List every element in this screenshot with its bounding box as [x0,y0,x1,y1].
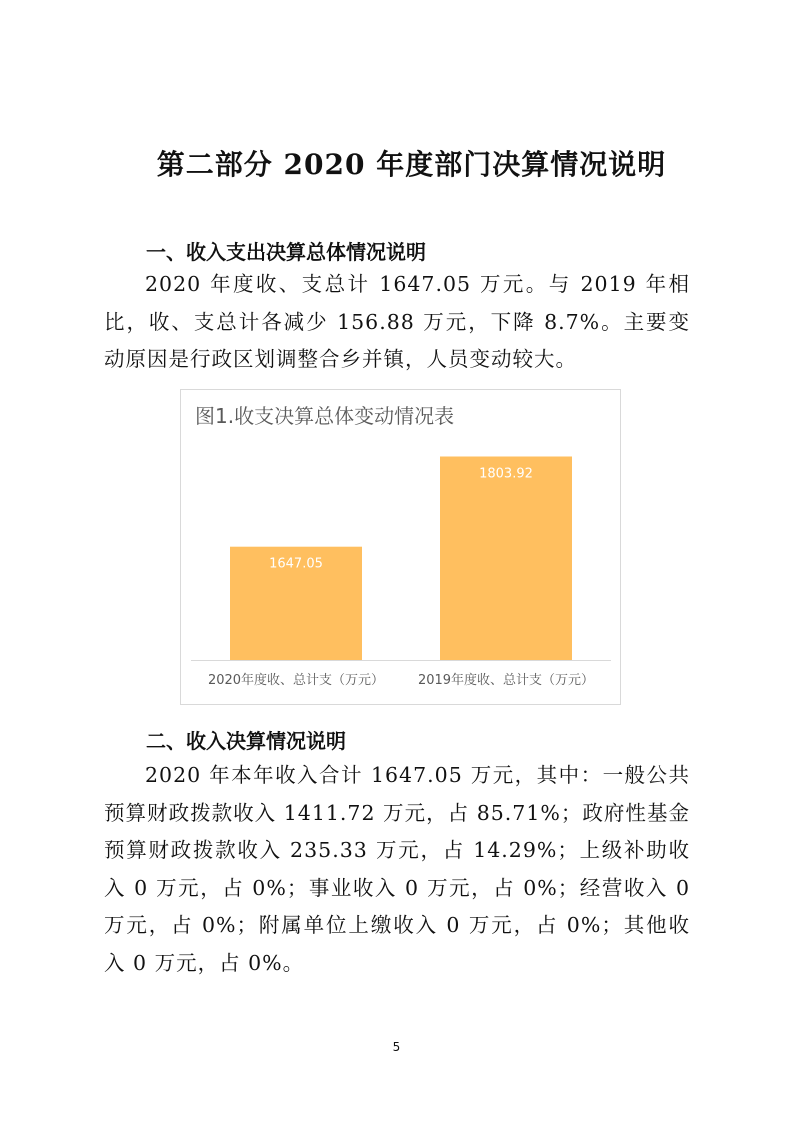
chart-title: 图1.收支决算总体变动情况表 [195,404,455,428]
data-label-2: 1803.92 [479,466,533,482]
paragraph-income-details: 2020 年本年收入合计 1647.05 万元，其中：一般公共预算财政拨款收入 1411.72 万元，占 85.71%；政府性基金预算财政拨款收入 235.33 万元，占 14.29%；上级补助收入 0 万元，占 0%；事业收入 0 万元，占 0%；经营收入 0 万元，占 0%；附属单位上缴收入 0 万元，占 0%；其他收入 0 万元，占 0%。 [104,763,690,975]
section-heading-income-expense: 一、收入支出决算总体情况说明 [146,240,426,264]
page-title: 第二部分 2020 年度部门决算情况说明 [156,148,667,181]
page-number: 5 [392,1040,401,1054]
section-heading-income: 二、收入决算情况说明 [146,729,346,753]
chart-plot-area [181,390,620,704]
x-tick-label-2: 2019年度收、总计支（万元） [417,673,595,688]
paragraph-income-expense-summary: 2020 年度收、支总计 1647.05 万元。与 2019 年相比，收、支总计各减少 156.88 万元，下降 8.7%。主要变动原因是行政区划调整合乡并镇，人员变动较大。 [104,272,690,371]
bar-2 [440,456,572,660]
data-label-1: 1647.05 [269,556,323,572]
x-tick-label-1: 2020年度收、总计支（万元） [207,673,385,688]
bar-chart [180,389,621,705]
